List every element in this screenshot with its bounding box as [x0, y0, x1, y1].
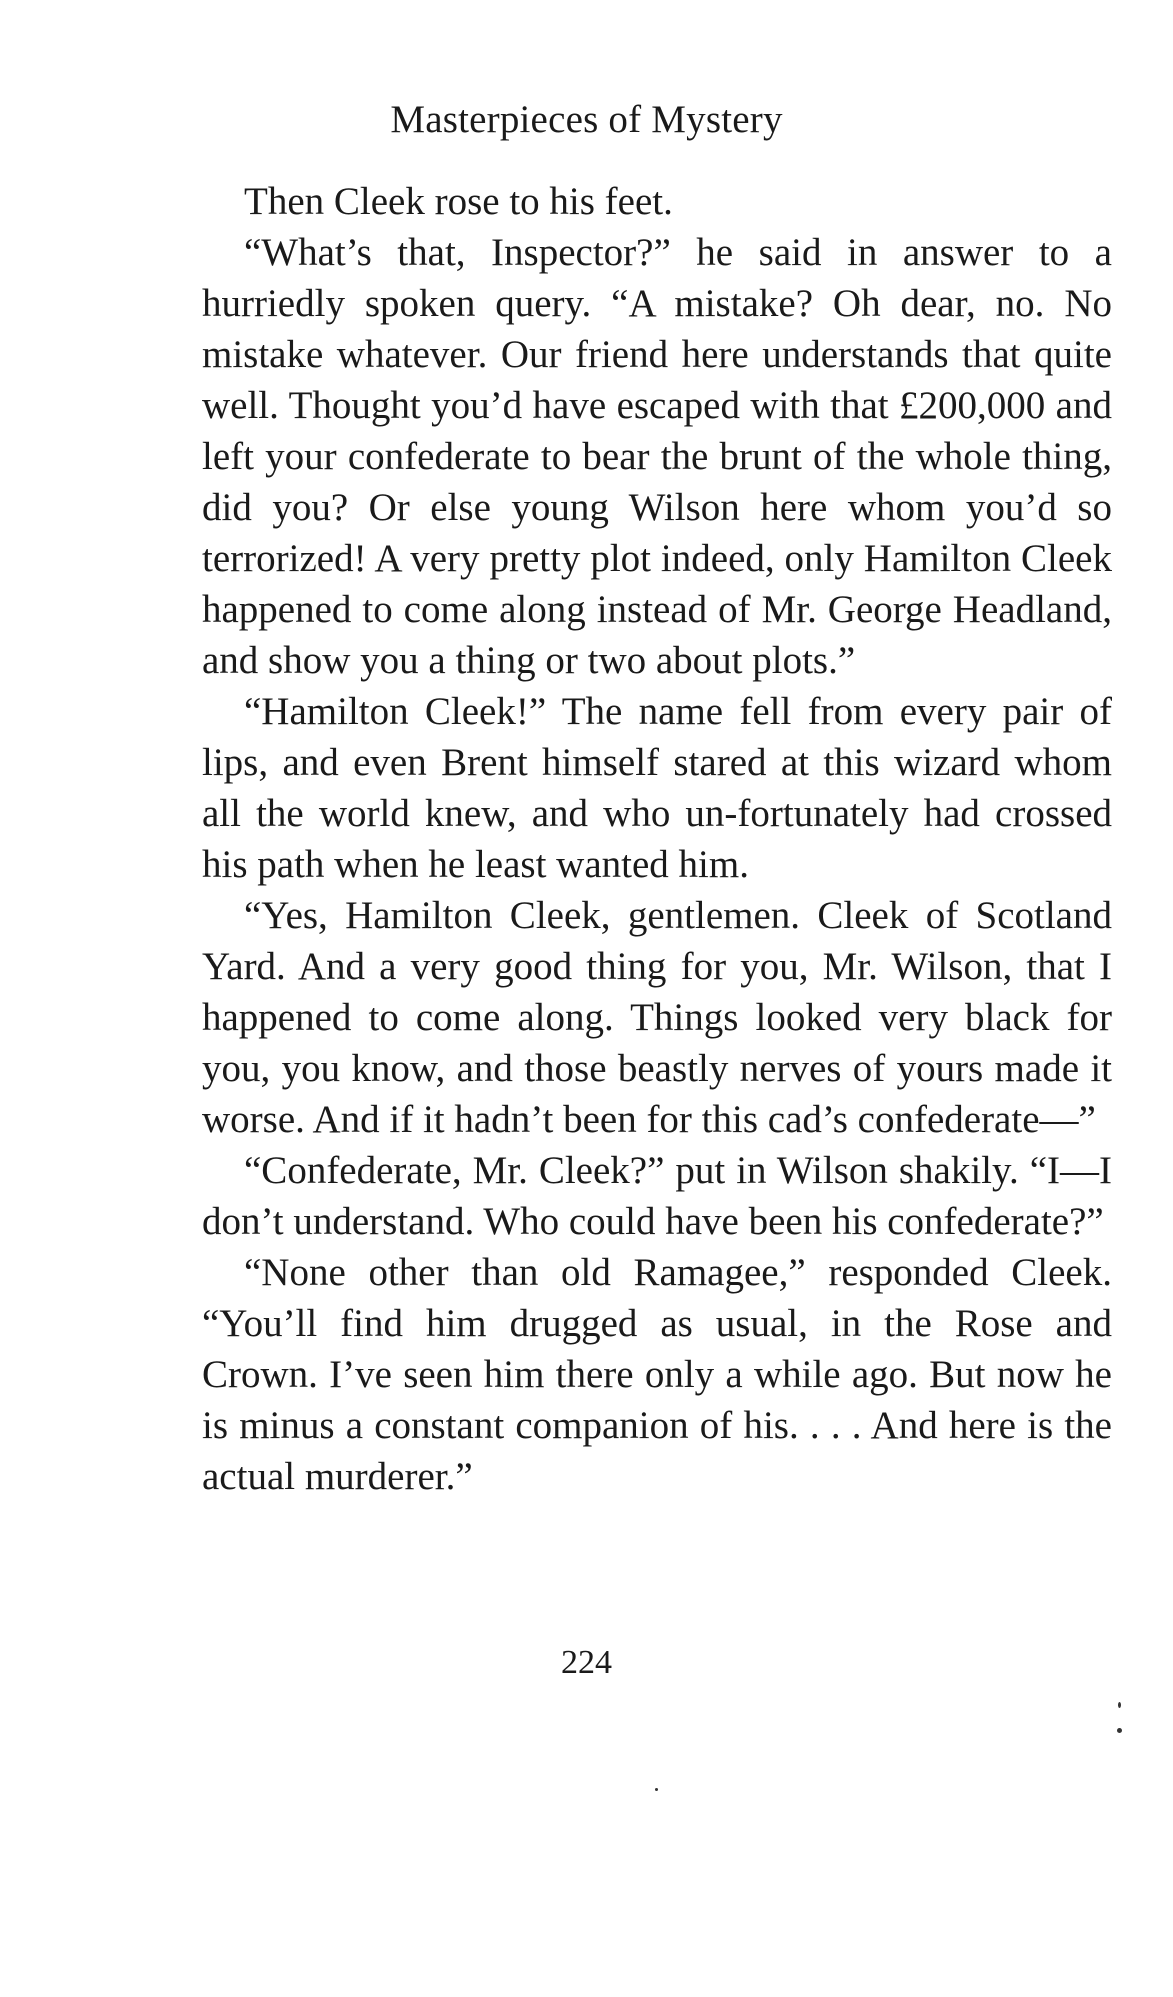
paragraph: “Hamilton Cleek!” The name fell from every pair of lips, and even Brent himself stared at this wizard whom all the world knew, and who un-fortunately had crossed his path when he least wanted him.	[202, 690, 1112, 886]
paragraph: “Yes, Hamilton Cleek, gentlemen. Cleek of Scotland Yard. And a very good thing for you, Mr. Wilson, that I happened to come along. Things looked very black for you, you know, and those beastly nerves of yours made it worse. And if it hadn’t been for this cad’s confederate—”	[202, 894, 1112, 1141]
scan-speck	[1118, 1702, 1121, 1708]
page-number: 224	[561, 1644, 612, 1681]
scan-speck	[655, 1788, 658, 1791]
paragraph: “Confederate, Mr. Cleek?” put in Wilson shakily. “I—I don’t understand. Who could have been his confederate?”	[202, 1149, 1112, 1243]
body-text	[202, 176, 1112, 1502]
scan-speck	[1117, 1728, 1122, 1733]
paragraph: Then Cleek rose to his feet.	[244, 180, 673, 223]
paragraph: “What’s that, Inspector?” he said in answer to a hurriedly spoken query. “A mistake? Oh dear, no. No mistake whatever. Our friend here understands that quite well. Thought you’d have escaped with that £200,000 and left your confederate to bear the brunt of the whole thing, did you? Or else young Wilson here whom you’d so terrorized! A very pretty plot indeed, only Hamilton Cleek happened to come along instead of Mr. George Headland, and show you a thing or two about plots.”	[202, 231, 1112, 682]
paragraph: “None other than old Ramagee,” responded Cleek. “You’ll find him drugged as usual, in the Rose and Crown. I’ve seen him there only a while ago. But now he is minus a constant companion of his. . . . And here is the actual murderer.”	[202, 1251, 1112, 1498]
running-head: Masterpieces of Mystery	[390, 98, 783, 141]
